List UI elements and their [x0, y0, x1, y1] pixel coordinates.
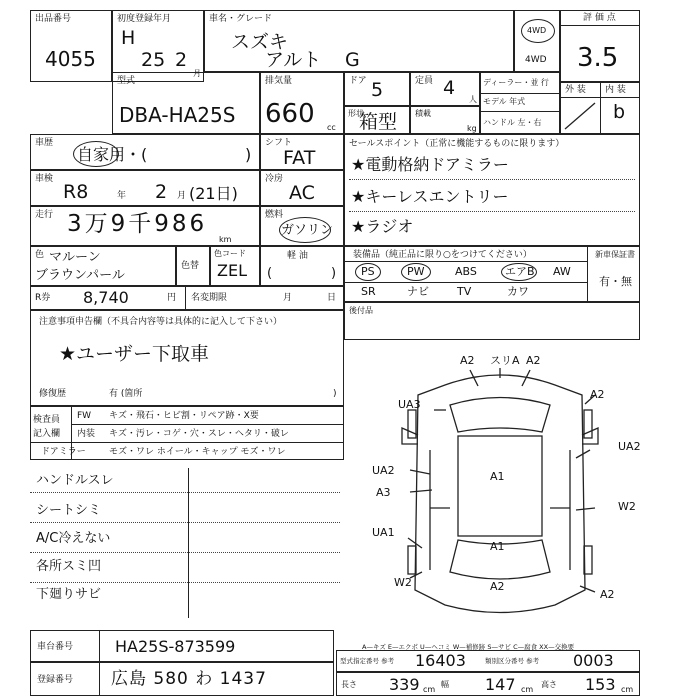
notes-box [30, 310, 344, 406]
mark-7: UA2 [372, 464, 395, 477]
mark-5: UA3 [398, 398, 421, 411]
interior-label: 内 装 [605, 85, 626, 95]
equip-pw: PW [407, 265, 425, 278]
handwritten-note-1: ハンドルスレ [36, 473, 114, 488]
recycle-unit: 円 [167, 293, 177, 303]
equip-tv: TV [457, 285, 472, 298]
shift-box [260, 134, 344, 170]
fuel-box [260, 206, 344, 246]
type-label: 型式 [117, 76, 136, 86]
light-oil-close-paren: ) [331, 266, 337, 281]
equip-aw: AW [553, 265, 571, 278]
mark-13: A1 [490, 540, 505, 553]
mark-6: UA2 [618, 440, 641, 453]
chassis-value: HA25S-873599 [115, 637, 236, 656]
sales-points-box [344, 134, 640, 246]
light-oil-open-paren: ( [267, 266, 273, 281]
length-value: 339 [389, 675, 420, 694]
model-year-line [481, 111, 559, 112]
body-label: 形状 [348, 109, 364, 118]
inspector-row-3-text: モズ・ワレ ホイール・キャップ モズ・ワレ [109, 447, 286, 457]
engine-label: 排気量 [265, 76, 293, 86]
equip-airbag: エアB [505, 265, 535, 278]
width-unit: cm [521, 685, 534, 694]
equipment-col-divider [587, 247, 588, 301]
after-parts-box [344, 302, 640, 340]
sales-point-3: ★ラジオ [351, 217, 414, 236]
ac-box [260, 170, 344, 206]
capacity-box [410, 72, 480, 106]
handwritten-note-5: 下廻りサビ [36, 587, 102, 602]
inspection-era: R8 [63, 181, 89, 203]
equipment-title: 装備品（純正品に限り○をつけてください） [353, 250, 532, 260]
inspector-row-1-head: FW [77, 411, 92, 421]
notes-column-line-1 [188, 468, 189, 618]
mark-4: A2 [590, 388, 605, 401]
color-change-box [176, 246, 210, 286]
exterior-label: 外 装 [565, 85, 586, 95]
mileage-box [30, 206, 260, 246]
inspector-row-3-head: ドアミラー [41, 447, 86, 457]
inspector-box [30, 406, 344, 460]
handle-label: ハンドル 左・右 [483, 118, 542, 127]
mark-2: A2 [526, 354, 541, 367]
notes-value: ★ユーザー下取車 [59, 343, 210, 365]
mark-10: UA1 [372, 526, 395, 539]
lot-number-value: 4055 [45, 47, 96, 71]
body-box [344, 106, 410, 134]
light-oil-box [260, 246, 344, 286]
handwritten-note-2: シートシミ [36, 503, 102, 518]
engine-unit: cc [327, 123, 336, 132]
inspection-label: 車検 [35, 174, 54, 184]
mileage-unit: km [219, 235, 232, 244]
chassis-label: 車台番号 [37, 642, 74, 652]
car-name-box [204, 10, 514, 72]
plate-box [30, 662, 334, 696]
registration-era: H [121, 27, 136, 49]
score-header-line [561, 25, 639, 26]
guarantee-value: 有・無 [599, 275, 632, 288]
load-box [410, 106, 480, 134]
name-change-month-unit: 月 [283, 293, 293, 303]
inspector-row-line-2 [31, 442, 343, 443]
repair-value: 有 (箇所 [109, 389, 143, 399]
color-change-label: 色替 [181, 261, 200, 271]
dealer-label: ディーラー・並 行 [483, 78, 549, 87]
score-label: 評 価 点 [583, 13, 616, 23]
dimensions-box [336, 672, 640, 696]
four-wd-label: 4WD [525, 55, 547, 65]
notes-line-4 [30, 582, 340, 583]
capacity-value: 4 [443, 77, 456, 99]
equip-airbag-circle [501, 263, 537, 281]
chassis-divider [99, 631, 100, 661]
ext-int-box [560, 82, 640, 134]
equip-abs: ABS [455, 265, 477, 278]
equipment-row-line [345, 282, 587, 283]
handwritten-note-3: A/C冷えない [36, 531, 111, 546]
car-damage-diagram [350, 340, 650, 630]
sales-line-2 [349, 211, 635, 212]
lot-number-label: 出品番号 [35, 14, 72, 24]
color-label: 色 [35, 250, 45, 260]
mark-3: A1 [490, 470, 505, 483]
body-value: 箱型 [359, 111, 398, 133]
equipment-header-line [345, 261, 587, 262]
capacity-label: 定員 [415, 76, 434, 86]
mileage-label: 走行 [35, 210, 54, 220]
code2-label: 類別区分番号 参考 [485, 657, 540, 665]
car-name-label: 車名・グレード [209, 14, 273, 24]
recycle-value: 8,740 [83, 288, 129, 307]
inspector-row-line-1 [71, 424, 343, 425]
sales-point-2: ★キーレスエントリー [351, 187, 509, 206]
notes-title: 注意事項申告欄（不具合内容等は具体的に記入して下さい） [39, 317, 283, 327]
equipment-box [344, 246, 640, 302]
inspector-label-2: 記入欄 [33, 429, 61, 439]
chassis-box [30, 630, 334, 662]
notes-line-3 [30, 552, 340, 553]
width-value: 147 [485, 675, 516, 694]
inspection-month: 2 [155, 181, 168, 203]
mark-0: A2 [460, 354, 475, 367]
type-value: DBA-HA25S [119, 103, 236, 127]
height-label: 高さ [541, 680, 557, 689]
fuel-value: ガソリン [281, 223, 334, 238]
exterior-grade-slash [563, 101, 597, 131]
mark-8: A3 [376, 486, 391, 499]
usage-label: 車歴 [35, 138, 54, 148]
inspection-month-unit: 月 [177, 191, 187, 201]
score-box [560, 10, 640, 82]
engine-box [260, 72, 344, 134]
inspector-row-2-head: 内装 [77, 429, 96, 439]
dealer-box [480, 72, 560, 134]
color-box [30, 246, 176, 286]
code2-value: 0003 [573, 651, 614, 670]
inspector-label-1: 検査員 [33, 415, 61, 425]
score-value: 3.5 [577, 43, 619, 73]
color-value-2: ブラウンパール [35, 268, 125, 283]
dealer-line [481, 93, 559, 94]
equip-ps: PS [361, 265, 375, 278]
mark-11: W2 [394, 576, 412, 589]
plate-value: 広島 580 わ 1437 [111, 669, 267, 689]
code1-label: 型式指定番号 参考 [340, 657, 395, 665]
inspection-day: (21日) [189, 184, 238, 203]
engine-value: 660 [265, 99, 315, 129]
notes-line-2 [30, 522, 340, 523]
name-change-day-unit: 日 [327, 293, 337, 303]
car-model: アルト [265, 49, 322, 71]
color-value-1: マルーン [49, 250, 101, 265]
load-unit: kg [467, 124, 477, 133]
width-label: 幅 [441, 680, 449, 689]
color-code-value: ZEL [217, 261, 247, 280]
inspector-row-2-text: キズ・汚レ・コゲ・穴・スレ・ヘタリ・破レ [109, 429, 289, 439]
new-car-guarantee-label: 新車保証書 [595, 250, 635, 259]
light-oil-label: 軽 油 [287, 251, 308, 261]
equip-leather: カワ [507, 285, 529, 298]
ac-value: AC [289, 182, 315, 204]
capacity-unit: 人 [469, 95, 477, 104]
equip-ps-circle [355, 263, 381, 281]
sales-points-title: セールスポイント（正常に機能するものに限ります） [349, 139, 565, 149]
registration-month: 2 [175, 49, 188, 71]
door-box [344, 72, 410, 106]
recycle-box [30, 286, 344, 310]
color-code-box [210, 246, 260, 286]
type-box [112, 72, 260, 134]
plate-label: 登録番号 [37, 675, 74, 685]
ac-label: 冷房 [265, 174, 284, 184]
load-label: 積載 [415, 109, 431, 118]
mark-1: スリA [490, 354, 520, 367]
equip-pw-circle [401, 263, 431, 281]
first-registration-label: 初度登録年月 [117, 14, 172, 24]
mark-9: W2 [618, 500, 636, 513]
recycle-divider [185, 287, 186, 309]
mark-14: A2 [600, 588, 615, 601]
lot-number-box [30, 10, 112, 82]
inspection-year-unit: 年 [117, 191, 127, 201]
inspection-box [30, 170, 260, 206]
fuel-label: 燃料 [265, 210, 284, 220]
damage-legend: A—キズ E—エクボ U—ヘコミ W—補修跡 S—サビ C—腐食 XX—交換要 [362, 643, 575, 651]
height-value: 153 [585, 675, 616, 694]
inspector-notes-area [30, 462, 346, 622]
name-change-label: 名変期限 [191, 293, 228, 303]
equip-sr: SR [361, 285, 376, 298]
recycle-label: R券 [35, 293, 51, 303]
interior-grade: b [613, 101, 626, 123]
door-label: ドア [349, 76, 367, 86]
sales-point-1: ★電動格納ドアミラー [351, 155, 509, 174]
usage-value: 自家用・( [77, 145, 148, 164]
registration-month-unit: 月 [193, 69, 201, 78]
code-box [336, 650, 640, 672]
repair-close-paren: ) [333, 389, 337, 399]
handwritten-note-4: 各所スミ凹 [36, 559, 102, 574]
plate-divider [99, 663, 100, 695]
after-parts-label: 後付品 [349, 306, 373, 315]
inspector-row-1-text: キズ・飛石・ヒビ割・リペア跡・X要 [109, 411, 259, 421]
repair-label: 修復歴 [39, 389, 67, 399]
notes-line-1 [30, 492, 340, 493]
sales-line-1 [349, 179, 635, 180]
door-value: 5 [371, 79, 384, 101]
usage-close-paren: ) [245, 145, 252, 164]
ext-int-divider [600, 83, 601, 133]
mileage-value: 3万9千986 [67, 211, 208, 237]
mark-12: A2 [490, 580, 505, 593]
shift-value: FAT [283, 147, 316, 169]
height-unit: cm [621, 685, 634, 694]
code1-value: 16403 [415, 651, 466, 670]
car-maker: スズキ [231, 31, 289, 53]
model-year-label: モデル 年式 [483, 97, 526, 106]
four-wd-badge: 4WD [527, 26, 547, 35]
equip-navi: ナビ [407, 285, 429, 298]
color-code-label: 色コード [214, 249, 246, 258]
registration-year: 25 [141, 49, 166, 71]
shift-label: シフト [265, 138, 293, 148]
usage-box [30, 134, 260, 170]
car-grade: G [345, 49, 360, 71]
length-unit: cm [423, 685, 436, 694]
length-label: 長さ [341, 680, 357, 689]
drive-box [514, 10, 560, 72]
